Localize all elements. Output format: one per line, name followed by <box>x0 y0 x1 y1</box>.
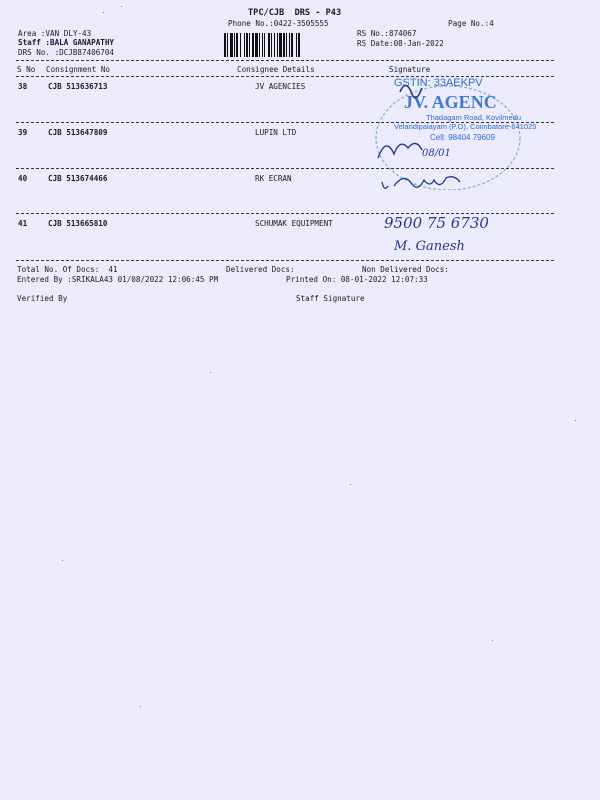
rs-date: RS Date:08-Jan-2022 <box>357 39 444 48</box>
stamp-gstin: GSTIN: 33AEKPV <box>394 77 483 89</box>
column-header-signature: Signature <box>389 65 431 74</box>
signature-row-40 <box>378 170 498 200</box>
stamp-name: JV. AGENC <box>404 92 497 112</box>
staff-label: Staff :BALA GANAPATHY <box>18 38 115 47</box>
delivered-docs: Delivered Docs: <box>226 265 295 274</box>
stamp-handwritten-date: 08/01 <box>422 148 451 159</box>
row-consignment: CJB 513665810 <box>48 219 108 228</box>
handwritten-phone: 9500 75 6730 <box>384 214 489 232</box>
row-consignee: JV AGENCIES <box>255 82 306 91</box>
stamp-address-line2: Velandipalayam (P.O), Coimbatore-641025 <box>394 122 537 131</box>
area-label: Area :VAN DLY-43 <box>18 29 92 38</box>
row-sno: 39 <box>18 128 28 137</box>
drs-number: DRS No. :DCJB87406704 <box>18 48 115 57</box>
row-consignee: SCHUMAK EQUIPMENT <box>255 219 333 228</box>
handwritten-name: M. Ganesh <box>394 239 465 254</box>
row-consignment: CJB 513636713 <box>48 82 108 91</box>
column-header-consignment: Consignment No <box>46 65 111 74</box>
row-sno: 40 <box>18 174 28 183</box>
staff-signature: Staff Signature <box>296 294 365 303</box>
row-sno: 41 <box>18 219 28 228</box>
rs-number: RS No.:874067 <box>357 29 417 38</box>
barcode-graphic <box>224 33 350 57</box>
stamp-address-line1: Thadagam Road, Kovilmedu <box>426 113 522 122</box>
row-sno: 38 <box>18 82 28 91</box>
verified-by: Verified By <box>17 294 68 303</box>
row-consignment: CJB 513647809 <box>48 128 108 137</box>
handwritten-note <box>380 210 520 262</box>
stamp-cell-number: Cell: 98404 79609 <box>430 133 495 142</box>
phone-number: Phone No.:0422-3505555 <box>228 19 329 28</box>
entered-by: Entered By :SRIKALA43 01/08/2022 12:06:45 PM <box>17 275 219 284</box>
row-consignee: RK ECRAN <box>255 174 292 183</box>
handwritten-signature <box>378 143 422 158</box>
header-rule-top <box>16 60 554 61</box>
printed-on: Printed On: 08-01-2022 12:07:33 <box>286 275 428 284</box>
column-header-sno: S No <box>17 65 36 74</box>
column-header-consignee: Consignee Details <box>237 65 315 74</box>
page-number: Page No.:4 <box>448 19 494 28</box>
document-title: TPC/CJB DRS - P43 <box>248 8 342 18</box>
row-consignee: LUPIN LTD <box>255 128 297 137</box>
total-docs: Total No. Of Docs: 41 <box>17 265 118 274</box>
non-delivered-docs: Non Delivered Docs: <box>362 265 449 274</box>
row-consignment: CJB 513674466 <box>48 174 108 183</box>
